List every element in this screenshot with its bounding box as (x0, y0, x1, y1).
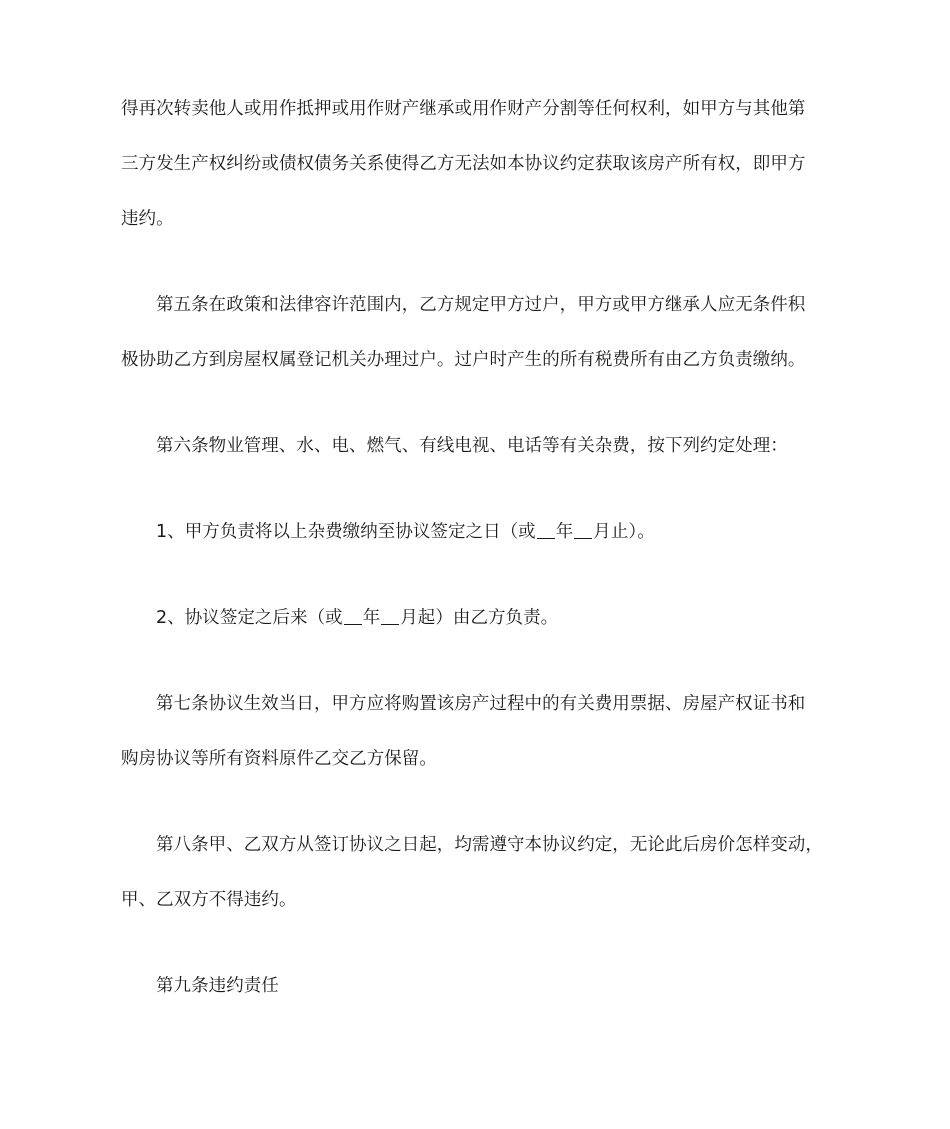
text-line: 违约。 (121, 209, 174, 229)
article-8 (121, 826, 839, 919)
item-text: 2、协议签定之后来（或 (156, 608, 343, 628)
list-item-2 (121, 599, 839, 637)
text-line: 得再次转卖他人或用作抵押或用作财产继承或用作财产分割等任何权利，如甲方与其他第 (121, 99, 806, 119)
text-line: 购房协议等所有资料原件乙交乙方保留。 (121, 749, 437, 769)
article-5 (121, 286, 839, 379)
text-line: 第七条协议生效当日，甲方应将购置该房产过程中的有关费用票据、房屋产权证书和 (156, 694, 806, 714)
text-line: 第五条在政策和法律容许范围内，乙方规定甲方过户，甲方或甲方继承人应无条件积 (156, 295, 806, 315)
article-title: 第九条违约责任 (156, 976, 279, 996)
fill-blank (344, 608, 362, 625)
text-line: 三方发生产权纠纷或债权债务关系使得乙方无法如本协议约定获取该房产所有权，即甲方 (121, 154, 806, 174)
fill-blank (574, 522, 592, 539)
text-line: 极协助乙方到房屋权属登记机关办理过户。过户时产生的所有税费所有由乙方负责缴纳。 (121, 350, 806, 370)
item-text: 1、甲方负责将以上杂费缴纳至协议签定之日（或 (156, 522, 536, 542)
item-text: 年 (362, 608, 381, 628)
item-text: 月止）。 (593, 522, 655, 542)
item-text: 月起）由乙方负责。 (400, 608, 559, 628)
text-line: 甲、乙双方不得违约。 (121, 890, 297, 910)
list-item-1 (121, 513, 839, 551)
text-line: 第八条甲、乙双方从签订协议之日起，均需遵守本协议约定，无论此后房价怎样变动， (156, 835, 823, 855)
paragraph-breach-continuation (121, 90, 839, 238)
article-7 (121, 685, 839, 778)
fill-blank (537, 522, 555, 539)
article-6 (121, 427, 839, 637)
text-line: 第六条物业管理、水、电、燃气、有线电视、电话等有关杂费，按下列约定处理： (156, 436, 788, 456)
item-text: 年 (555, 522, 574, 542)
document-body (121, 90, 839, 1005)
fill-blank (381, 608, 399, 625)
article-9 (121, 967, 839, 1005)
